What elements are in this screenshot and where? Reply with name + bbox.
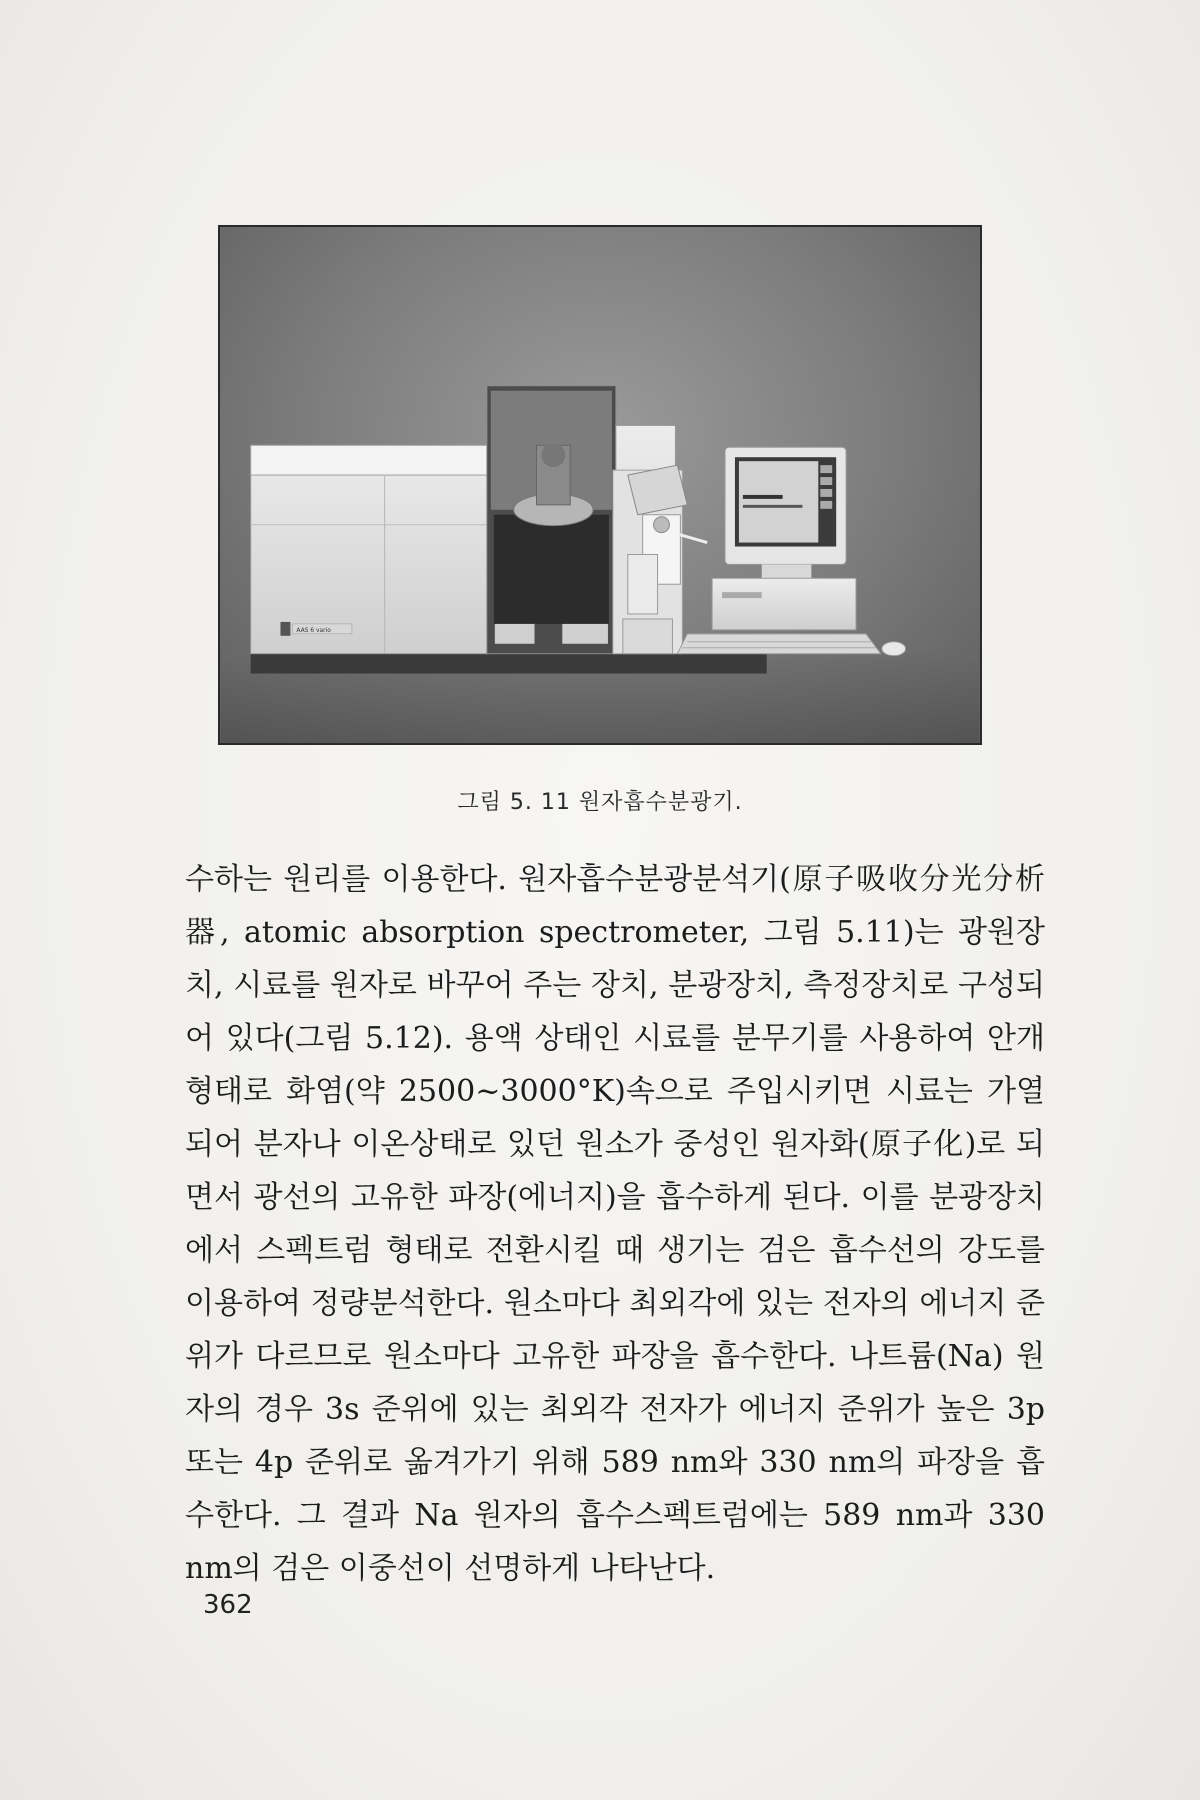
keyboard (677, 634, 880, 654)
instrument-base (251, 652, 767, 674)
instrument-left-housing (251, 445, 489, 653)
paragraph-text: 수하는 원리를 이용한다. 원자흡수분광분석기(原子吸收分光分析器, atomic absorption spectrometer, 그림 5.11)는 광원장치, 시료를 원자로 바꾸어 주는 장치, 분광장치, 측정장치로 구성되어 있다(그림 5.12). 용액 상태인 시료를 분무기를 사용하여 안개 형태로 화염(약 2500~3000°K)속으로 주입시키면 시료는 가열되어 분자나 이온상태로 있던 원소가 중성인 원자화(原子化)로 되면서 광선의 고유한 파장(에너지)을 흡수하게 된다. 이를 분광장치에서 스펙트럼 형태로 전환시킬 때 생기는 검은 흡수선의 강도를 이용하여 정량분석한다. 원소마다 최외각에 있는 전자의 에너지 준위가 다르므로 원소마다 고유한 파장을 흡수한다. 나트륨(Na) 원자의 경우 3s 준위에 있는 최외각 전자가 에너지 준위가 높은 3p 또는 4p 준위로 옮겨가기 위해 589 nm와 330 nm의 파장을 흡수한다. 그 결과 Na 원자의 흡수스펙트럼에는 589 nm과 330 nm의 검은 이중선이 선명하게 나타난다. (185, 862, 1045, 1586)
spectrometer-illustration (220, 227, 980, 743)
mouse (882, 642, 906, 656)
burner-housing (613, 425, 707, 653)
sample-compartment (487, 386, 616, 654)
page-number: 362 (203, 1590, 253, 1620)
figure-caption: 그림 5. 11 원자흡수분광기. (457, 790, 743, 815)
computer-unit (712, 578, 856, 630)
computer-monitor (725, 447, 846, 578)
figure-photo-atomic-absorption-spectrometer (218, 225, 982, 745)
instrument-logo-label: AAS 6 vario (296, 626, 331, 634)
body-paragraph (185, 853, 1045, 1595)
